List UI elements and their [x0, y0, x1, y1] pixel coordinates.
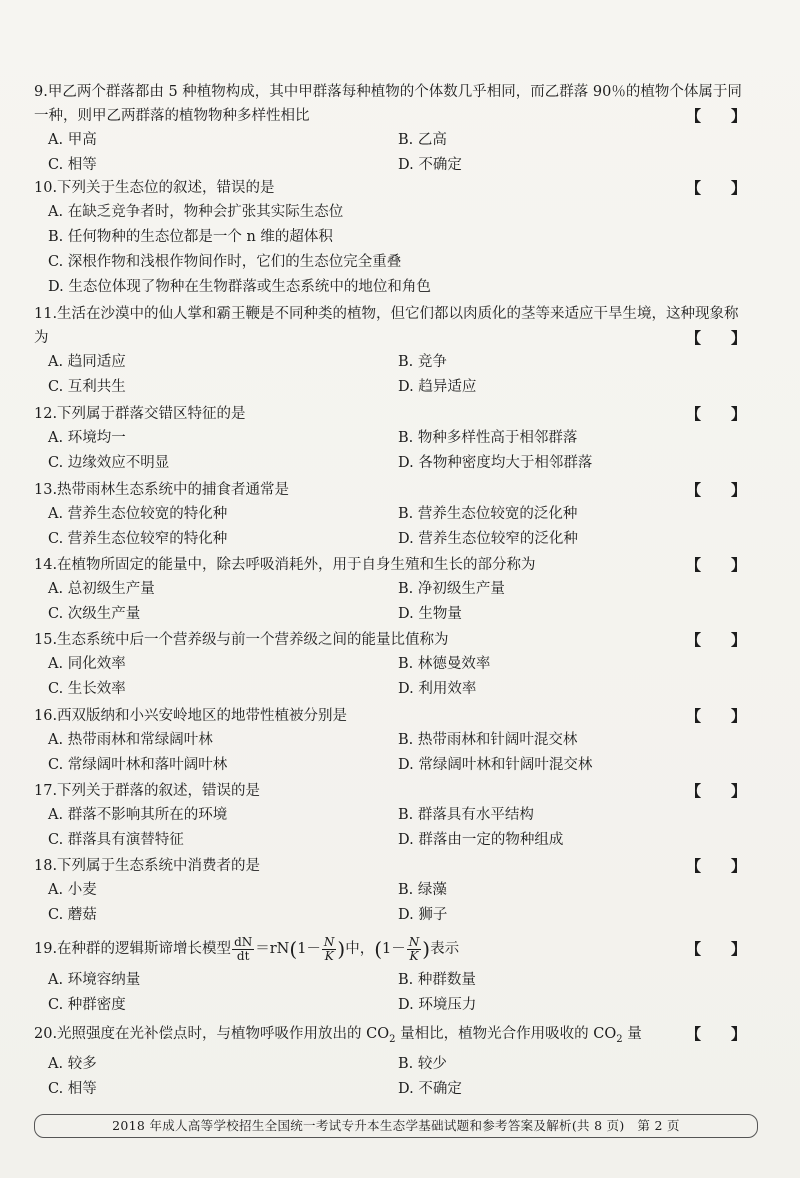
question-18 [34, 854, 744, 928]
option-d: D. 狮子 [398, 907, 448, 923]
options [34, 426, 748, 476]
option-a: A. 环境容纳量 [48, 972, 141, 988]
option-c: C. 边缘效应不明显 [48, 455, 170, 471]
answer-bracket: 【 】 [685, 329, 746, 347]
option-a: A. 热带雨林和常绿阔叶林 [48, 732, 213, 748]
options [34, 1052, 748, 1102]
nk-fraction [322, 936, 337, 963]
option-c: C. 深根作物和浅根作物间作时，它们的生态位完全重叠 [48, 254, 402, 270]
option-b: B. 热带雨林和针阔叶混交林 [398, 732, 578, 748]
equation-text: ＝rN [255, 941, 290, 957]
option-d: D. 生态位体现了物种在生物群落或生态系统中的地位和角色 [48, 279, 431, 295]
option-d: D. 各物种密度均大于相邻群落 [398, 455, 593, 471]
options [34, 968, 748, 1018]
equation-text: 1－ [382, 941, 406, 957]
fraction-denominator: dt [236, 948, 250, 963]
question-16 [34, 704, 744, 778]
answer-bracket: 【 】 [685, 179, 746, 197]
option-a: A. 小麦 [48, 882, 97, 898]
options [34, 878, 748, 928]
option-c: C. 生长效率 [48, 681, 126, 697]
question-stem: 17.下列关于群落的叙述，错误的是 [34, 783, 261, 799]
question-stem: 15.生态系统中后一个营养级与前一个营养级之间的能量比值称为 [34, 632, 449, 648]
question-stem: 11.生活在沙漠中的仙人掌和霸王鞭是不同种类的植物，但它们都以肉质化的茎等来适应干旱生境，这种现象称为 [34, 306, 739, 346]
question-14 [34, 553, 744, 627]
question-17 [34, 779, 744, 853]
answer-bracket: 【 】 [685, 556, 746, 574]
question-stem: 12.下列属于群落交错区特征的是 [34, 406, 246, 422]
question-stem [34, 1022, 744, 1052]
question-stem [34, 930, 744, 968]
options [34, 728, 748, 778]
question-13 [34, 478, 744, 552]
subscript: 2 [389, 1033, 396, 1045]
derivative-fraction [232, 936, 254, 963]
options [34, 200, 748, 300]
option-a: A. 甲高 [48, 132, 97, 148]
subscript: 2 [616, 1033, 623, 1045]
question-9 [34, 80, 744, 178]
option-c: C. 常绿阔叶林和落叶阔叶林 [48, 757, 228, 773]
option-b: B. 乙高 [398, 132, 447, 148]
option-d: D. 不确定 [398, 1080, 462, 1097]
answer-bracket: 【 】 [685, 707, 746, 725]
fraction-denominator: K [324, 948, 334, 963]
fraction-denominator: K [409, 948, 419, 963]
option-d: D. 生物量 [398, 606, 462, 622]
option-b: B. 营养生态位较宽的泛化种 [398, 506, 578, 522]
option-b: B. 较少 [398, 1055, 447, 1072]
option-d: D. 利用效率 [398, 681, 477, 697]
question-11 [34, 302, 744, 400]
question-stem: 16.西双版纳和小兴安岭地区的地带性植被分别是 [34, 708, 348, 724]
option-a: A. 同化效率 [48, 656, 126, 672]
paren-close: ) [337, 937, 346, 961]
option-a: A. 总初级生产量 [48, 581, 155, 597]
question-stem: 14.在植物所固定的能量中，除去呼吸消耗外，用于自身生殖和生长的部分称为 [34, 557, 536, 573]
option-c: C. 营养生态位较窄的特化种 [48, 531, 228, 547]
question-20 [34, 1022, 744, 1102]
question-15 [34, 628, 744, 702]
answer-bracket: 【 】 [685, 631, 746, 649]
options [34, 128, 748, 178]
equation-text: 1－ [297, 941, 321, 957]
paren-close: ) [422, 937, 431, 961]
fraction-numerator: dN [234, 934, 253, 949]
option-b: B. 净初级生产量 [398, 581, 505, 597]
option-d: D. 常绿阔叶林和针阔叶混交林 [398, 757, 593, 773]
option-d: D. 群落由一定的物种组成 [398, 832, 564, 848]
option-b: B. 群落具有水平结构 [398, 807, 534, 823]
page-footer: 2018 年成人高等学校招生全国统一考试专升本生态学基础试题和参考答案及解析(共 8 页) 第 2 页 [34, 1114, 758, 1138]
option-d: D. 不确定 [398, 157, 462, 173]
option-b: B. 竞争 [398, 354, 447, 370]
option-a: A. 在缺乏竞争者时，物种会扩张其实际生态位 [48, 204, 344, 220]
options [34, 502, 748, 552]
question-19 [34, 930, 744, 1018]
option-c: C. 互利共生 [48, 379, 126, 395]
answer-bracket: 【 】 [685, 1025, 746, 1043]
answer-bracket: 【 】 [685, 940, 746, 958]
question-stem: 10.下列关于生态位的叙述，错误的是 [34, 180, 275, 196]
option-d: D. 趋异适应 [398, 379, 477, 395]
question-stem: 18.下列属于生态系统中消费者的是 [34, 858, 261, 874]
option-a: A. 环境均一 [48, 430, 126, 446]
question-stem: 9.甲乙两个群落都由 5 种植物构成，其中甲群落每种植物的个体数几乎相同，而乙群落 90％的植物个体属于同一种，则甲乙两群落的植物物种多样性相比 [34, 84, 742, 124]
option-b: B. 任何物种的生态位都是一个 n 维的超体积 [48, 229, 333, 245]
options [34, 803, 748, 853]
question-10 [34, 176, 744, 300]
option-a: A. 群落不影响其所在的环境 [48, 807, 228, 823]
stem-text: 表示 [430, 941, 460, 957]
fraction-numerator: N [408, 934, 420, 949]
option-b: B. 绿藻 [398, 882, 447, 898]
stem-text: 中， [345, 941, 375, 957]
paren-open: ( [374, 937, 383, 961]
fraction-numerator: N [323, 934, 335, 949]
answer-bracket: 【 】 [685, 107, 746, 125]
option-c: C. 相等 [48, 1080, 97, 1097]
option-a: A. 较多 [48, 1055, 97, 1072]
option-b: B. 林德曼效率 [398, 656, 491, 672]
paren-open: ( [289, 937, 298, 961]
stem-text: 量 [622, 1026, 642, 1042]
option-c: C. 次级生产量 [48, 606, 141, 622]
answer-bracket: 【 】 [685, 481, 746, 499]
options [34, 652, 748, 702]
option-b: B. 物种多样性高于相邻群落 [398, 430, 578, 446]
stem-text: 19.在种群的逻辑斯谛增长模型 [34, 941, 232, 957]
nk-fraction [407, 936, 422, 963]
answer-bracket: 【 】 [685, 857, 746, 875]
option-a: A. 趋同适应 [48, 354, 126, 370]
question-12 [34, 402, 744, 476]
option-b: B. 种群数量 [398, 972, 476, 988]
option-c: C. 群落具有演替特征 [48, 832, 184, 848]
option-d: D. 环境压力 [398, 997, 477, 1013]
option-c: C. 蘑菇 [48, 907, 97, 923]
options [34, 350, 748, 400]
answer-bracket: 【 】 [685, 782, 746, 800]
options [34, 577, 748, 627]
option-a: A. 营养生态位较宽的特化种 [48, 506, 228, 522]
option-c: C. 种群密度 [48, 997, 126, 1013]
stem-text: 20.光照强度在光补偿点时，与植物呼吸作用放出的 CO [34, 1026, 390, 1042]
stem-text: 量相比，植物光合作用吸收的 CO [395, 1026, 617, 1042]
answer-bracket: 【 】 [685, 405, 746, 423]
option-d: D. 营养生态位较窄的泛化种 [398, 531, 578, 547]
question-stem: 13.热带雨林生态系统中的捕食者通常是 [34, 482, 290, 498]
option-c: C. 相等 [48, 157, 97, 173]
